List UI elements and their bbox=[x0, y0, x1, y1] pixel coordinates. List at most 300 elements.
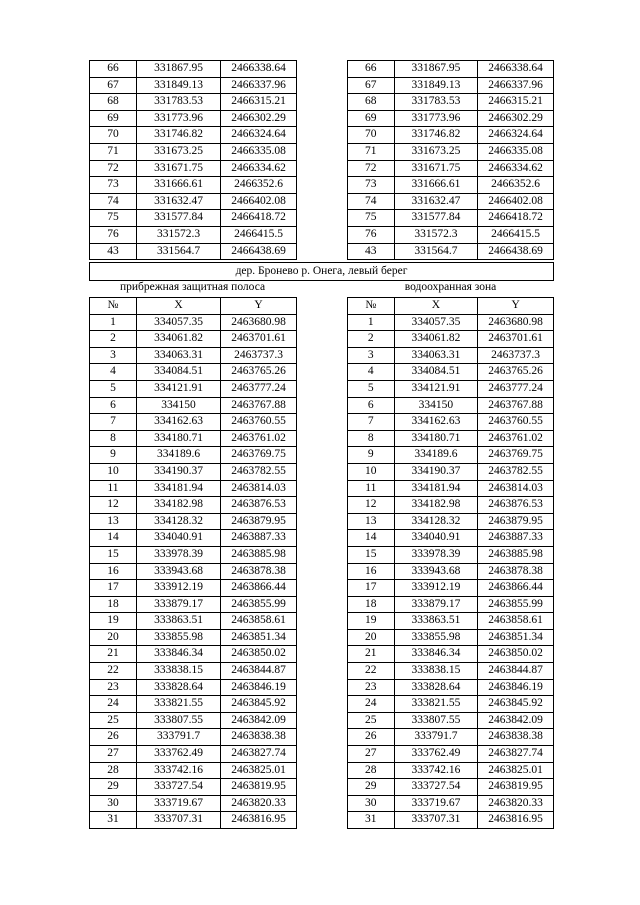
x-coordinate: 333846.34 bbox=[137, 646, 221, 663]
x-coordinate: 333821.55 bbox=[137, 696, 221, 713]
x-coordinate: 331666.61 bbox=[394, 177, 478, 194]
header-x: X bbox=[137, 298, 221, 315]
point-number: 70 bbox=[348, 127, 395, 144]
table-row bbox=[348, 712, 554, 729]
x-coordinate: 333855.98 bbox=[394, 629, 478, 646]
y-coordinate: 2463844.87 bbox=[221, 663, 297, 680]
point-number: 73 bbox=[348, 177, 395, 194]
x-coordinate: 333719.67 bbox=[137, 795, 221, 812]
table-row bbox=[348, 530, 554, 547]
point-number: 74 bbox=[348, 193, 395, 210]
y-coordinate: 2463879.95 bbox=[478, 513, 554, 530]
y-coordinate: 2463845.92 bbox=[478, 696, 554, 713]
y-coordinate: 2463765.26 bbox=[478, 364, 554, 381]
table-row bbox=[90, 193, 297, 210]
x-coordinate: 334128.32 bbox=[137, 513, 221, 530]
y-coordinate: 2463814.03 bbox=[221, 480, 297, 497]
x-coordinate: 333727.54 bbox=[137, 779, 221, 796]
x-coordinate: 333863.51 bbox=[394, 613, 478, 630]
header-row bbox=[90, 298, 297, 315]
point-number: 30 bbox=[348, 795, 395, 812]
y-coordinate: 2463844.87 bbox=[478, 663, 554, 680]
y-coordinate: 2463825.01 bbox=[478, 762, 554, 779]
x-coordinate: 334150 bbox=[137, 397, 221, 414]
point-number: 13 bbox=[90, 513, 137, 530]
x-coordinate: 334063.31 bbox=[394, 347, 478, 364]
table-row bbox=[348, 513, 554, 530]
y-coordinate: 2463767.88 bbox=[221, 397, 297, 414]
point-number: 1 bbox=[348, 314, 395, 331]
y-coordinate: 2466352.6 bbox=[221, 177, 297, 194]
table-row bbox=[348, 61, 554, 78]
y-coordinate: 2466324.64 bbox=[478, 127, 554, 144]
y-coordinate: 2463845.92 bbox=[221, 696, 297, 713]
x-coordinate: 334061.82 bbox=[137, 331, 221, 348]
point-number: 1 bbox=[90, 314, 137, 331]
table-row bbox=[348, 160, 554, 177]
x-coordinate: 334121.91 bbox=[394, 380, 478, 397]
point-number: 20 bbox=[348, 629, 395, 646]
x-coordinate: 333807.55 bbox=[137, 712, 221, 729]
y-coordinate: 2463701.61 bbox=[478, 331, 554, 348]
y-coordinate: 2463851.34 bbox=[478, 629, 554, 646]
point-number: 22 bbox=[348, 663, 395, 680]
point-number: 75 bbox=[348, 210, 395, 227]
table-row bbox=[90, 513, 297, 530]
point-number: 19 bbox=[348, 613, 395, 630]
y-coordinate: 2466338.64 bbox=[221, 61, 297, 78]
x-coordinate: 334057.35 bbox=[137, 314, 221, 331]
point-number: 19 bbox=[90, 613, 137, 630]
y-coordinate: 2463855.99 bbox=[478, 596, 554, 613]
table-row bbox=[90, 596, 297, 613]
x-coordinate: 333838.15 bbox=[394, 663, 478, 680]
x-coordinate: 334190.37 bbox=[137, 463, 221, 480]
point-number: 72 bbox=[348, 160, 395, 177]
table-row bbox=[348, 613, 554, 630]
point-number: 43 bbox=[90, 243, 137, 260]
point-number: 20 bbox=[90, 629, 137, 646]
y-coordinate: 2463819.95 bbox=[478, 779, 554, 796]
table-row bbox=[348, 463, 554, 480]
table-row bbox=[90, 94, 297, 111]
table-row bbox=[348, 226, 554, 243]
table-row bbox=[348, 414, 554, 431]
point-number: 31 bbox=[348, 812, 395, 829]
y-coordinate: 2463680.98 bbox=[221, 314, 297, 331]
y-coordinate: 2463838.38 bbox=[478, 729, 554, 746]
table-row bbox=[348, 546, 554, 563]
table-row bbox=[90, 397, 297, 414]
table-row bbox=[348, 563, 554, 580]
y-coordinate: 2463760.55 bbox=[478, 414, 554, 431]
table-row bbox=[90, 480, 297, 497]
table-row bbox=[90, 364, 297, 381]
point-number: 7 bbox=[348, 414, 395, 431]
point-number: 4 bbox=[90, 364, 137, 381]
y-coordinate: 2463761.02 bbox=[221, 430, 297, 447]
point-number: 72 bbox=[90, 160, 137, 177]
table-row bbox=[348, 795, 554, 812]
table-row bbox=[348, 447, 554, 464]
point-number: 31 bbox=[90, 812, 137, 829]
x-coordinate: 331849.13 bbox=[137, 77, 221, 94]
table-row bbox=[90, 746, 297, 763]
x-coordinate: 333762.49 bbox=[137, 746, 221, 763]
x-coordinate: 334063.31 bbox=[137, 347, 221, 364]
table-row bbox=[348, 331, 554, 348]
table-row bbox=[90, 497, 297, 514]
point-number: 8 bbox=[90, 430, 137, 447]
point-number: 2 bbox=[90, 331, 137, 348]
point-number: 5 bbox=[348, 380, 395, 397]
point-number: 23 bbox=[90, 679, 137, 696]
x-coordinate: 334190.37 bbox=[394, 463, 478, 480]
table-row bbox=[90, 530, 297, 547]
x-coordinate: 334189.6 bbox=[394, 447, 478, 464]
y-coordinate: 2463827.74 bbox=[221, 746, 297, 763]
y-coordinate: 2466335.08 bbox=[478, 143, 554, 160]
x-coordinate: 334180.71 bbox=[394, 430, 478, 447]
x-coordinate: 333821.55 bbox=[394, 696, 478, 713]
point-number: 2 bbox=[348, 331, 395, 348]
x-coordinate: 331671.75 bbox=[137, 160, 221, 177]
point-number: 71 bbox=[90, 143, 137, 160]
y-coordinate: 2463701.61 bbox=[221, 331, 297, 348]
point-number: 68 bbox=[348, 94, 395, 111]
table-row bbox=[90, 812, 297, 829]
table-row bbox=[348, 779, 554, 796]
y-coordinate: 2463858.61 bbox=[478, 613, 554, 630]
y-coordinate: 2463858.61 bbox=[221, 613, 297, 630]
x-coordinate: 333807.55 bbox=[394, 712, 478, 729]
point-number: 27 bbox=[348, 746, 395, 763]
x-coordinate: 331632.47 bbox=[394, 193, 478, 210]
right-coordinates-table bbox=[347, 297, 554, 829]
x-coordinate: 333879.17 bbox=[137, 596, 221, 613]
y-coordinate: 2463846.19 bbox=[478, 679, 554, 696]
x-coordinate: 331746.82 bbox=[137, 127, 221, 144]
x-coordinate: 334162.63 bbox=[394, 414, 478, 431]
table-row bbox=[90, 779, 297, 796]
y-coordinate: 2463767.88 bbox=[478, 397, 554, 414]
point-number: 30 bbox=[90, 795, 137, 812]
point-number: 3 bbox=[348, 347, 395, 364]
table-row bbox=[90, 143, 297, 160]
table-row bbox=[348, 110, 554, 127]
x-coordinate: 331572.3 bbox=[394, 226, 478, 243]
point-number: 29 bbox=[348, 779, 395, 796]
point-number: 29 bbox=[90, 779, 137, 796]
point-number: 14 bbox=[90, 530, 137, 547]
y-coordinate: 2463850.02 bbox=[478, 646, 554, 663]
x-coordinate: 333742.16 bbox=[137, 762, 221, 779]
point-number: 3 bbox=[90, 347, 137, 364]
table-row bbox=[90, 160, 297, 177]
y-coordinate: 2463816.95 bbox=[221, 812, 297, 829]
point-number: 6 bbox=[90, 397, 137, 414]
x-coordinate: 333863.51 bbox=[137, 613, 221, 630]
table-row bbox=[90, 414, 297, 431]
table-row bbox=[90, 430, 297, 447]
table-row bbox=[90, 629, 297, 646]
table-row bbox=[348, 314, 554, 331]
point-number: 28 bbox=[348, 762, 395, 779]
y-coordinate: 2463855.99 bbox=[221, 596, 297, 613]
point-number: 67 bbox=[90, 77, 137, 94]
x-coordinate: 331577.84 bbox=[394, 210, 478, 227]
point-number: 16 bbox=[348, 563, 395, 580]
table-row bbox=[348, 143, 554, 160]
point-number: 66 bbox=[90, 61, 137, 78]
table-row bbox=[90, 226, 297, 243]
point-number: 23 bbox=[348, 679, 395, 696]
point-number: 5 bbox=[90, 380, 137, 397]
y-coordinate: 2466315.21 bbox=[221, 94, 297, 111]
table-row bbox=[90, 795, 297, 812]
table-row bbox=[90, 380, 297, 397]
x-coordinate: 331773.96 bbox=[394, 110, 478, 127]
table-row bbox=[348, 243, 554, 260]
y-coordinate: 2463887.33 bbox=[221, 530, 297, 547]
point-number: 71 bbox=[348, 143, 395, 160]
x-coordinate: 334181.94 bbox=[137, 480, 221, 497]
table-row bbox=[348, 347, 554, 364]
header-y: Y bbox=[221, 298, 297, 315]
header-x: X bbox=[394, 298, 478, 315]
x-coordinate: 333912.19 bbox=[137, 580, 221, 597]
x-coordinate: 334182.98 bbox=[137, 497, 221, 514]
x-coordinate: 333727.54 bbox=[394, 779, 478, 796]
top-right-coordinates-table bbox=[347, 60, 554, 260]
y-coordinate: 2463814.03 bbox=[478, 480, 554, 497]
x-coordinate: 334150 bbox=[394, 397, 478, 414]
point-number: 17 bbox=[348, 580, 395, 597]
y-coordinate: 2463887.33 bbox=[478, 530, 554, 547]
x-coordinate: 334040.91 bbox=[137, 530, 221, 547]
y-coordinate: 2463820.33 bbox=[221, 795, 297, 812]
y-coordinate: 2463820.33 bbox=[478, 795, 554, 812]
point-number: 15 bbox=[90, 546, 137, 563]
header-number: № bbox=[348, 298, 395, 315]
x-coordinate: 331783.53 bbox=[394, 94, 478, 111]
x-coordinate: 334061.82 bbox=[394, 331, 478, 348]
point-number: 24 bbox=[348, 696, 395, 713]
table-row bbox=[90, 762, 297, 779]
x-coordinate: 331746.82 bbox=[394, 127, 478, 144]
x-coordinate: 333719.67 bbox=[394, 795, 478, 812]
y-coordinate: 2466418.72 bbox=[478, 210, 554, 227]
point-number: 21 bbox=[90, 646, 137, 663]
point-number: 27 bbox=[90, 746, 137, 763]
header-row bbox=[348, 298, 554, 315]
table-row bbox=[348, 663, 554, 680]
table-row bbox=[90, 613, 297, 630]
table-row bbox=[348, 210, 554, 227]
y-coordinate: 2463879.95 bbox=[221, 513, 297, 530]
y-coordinate: 2463825.01 bbox=[221, 762, 297, 779]
x-coordinate: 331564.7 bbox=[137, 243, 221, 260]
point-number: 69 bbox=[90, 110, 137, 127]
point-number: 74 bbox=[90, 193, 137, 210]
table-row bbox=[90, 447, 297, 464]
x-coordinate: 331867.95 bbox=[394, 61, 478, 78]
point-number: 43 bbox=[348, 243, 395, 260]
point-number: 68 bbox=[90, 94, 137, 111]
y-coordinate: 2463876.53 bbox=[478, 497, 554, 514]
table-row bbox=[90, 243, 297, 260]
y-coordinate: 2463777.24 bbox=[221, 380, 297, 397]
point-number: 15 bbox=[348, 546, 395, 563]
table-row bbox=[90, 127, 297, 144]
y-coordinate: 2463827.74 bbox=[478, 746, 554, 763]
table-row bbox=[90, 177, 297, 194]
x-coordinate: 333912.19 bbox=[394, 580, 478, 597]
y-coordinate: 2466402.08 bbox=[221, 193, 297, 210]
x-coordinate: 331577.84 bbox=[137, 210, 221, 227]
point-number: 9 bbox=[348, 447, 395, 464]
x-coordinate: 331572.3 bbox=[137, 226, 221, 243]
table-row bbox=[348, 762, 554, 779]
x-coordinate: 331632.47 bbox=[137, 193, 221, 210]
point-number: 75 bbox=[90, 210, 137, 227]
table-row bbox=[348, 127, 554, 144]
point-number: 4 bbox=[348, 364, 395, 381]
y-coordinate: 2463782.55 bbox=[478, 463, 554, 480]
table-row bbox=[90, 679, 297, 696]
point-number: 10 bbox=[348, 463, 395, 480]
section-title: дер. Бронево р. Онега, левый берег bbox=[89, 262, 554, 281]
x-coordinate: 334182.98 bbox=[394, 497, 478, 514]
x-coordinate: 333828.64 bbox=[137, 679, 221, 696]
point-number: 73 bbox=[90, 177, 137, 194]
point-number: 25 bbox=[348, 712, 395, 729]
x-coordinate: 334121.91 bbox=[137, 380, 221, 397]
y-coordinate: 2466415.5 bbox=[221, 226, 297, 243]
table-row bbox=[348, 580, 554, 597]
y-coordinate: 2463851.34 bbox=[221, 629, 297, 646]
table-row bbox=[348, 629, 554, 646]
x-coordinate: 331849.13 bbox=[394, 77, 478, 94]
table-row bbox=[90, 646, 297, 663]
x-coordinate: 334162.63 bbox=[137, 414, 221, 431]
table-row bbox=[348, 812, 554, 829]
y-coordinate: 2466418.72 bbox=[221, 210, 297, 227]
x-coordinate: 331867.95 bbox=[137, 61, 221, 78]
x-coordinate: 334040.91 bbox=[394, 530, 478, 547]
y-coordinate: 2463760.55 bbox=[221, 414, 297, 431]
x-coordinate: 333791.7 bbox=[394, 729, 478, 746]
y-coordinate: 2463765.26 bbox=[221, 364, 297, 381]
table-row bbox=[90, 580, 297, 597]
y-coordinate: 2466334.62 bbox=[478, 160, 554, 177]
table-row bbox=[348, 679, 554, 696]
y-coordinate: 2463782.55 bbox=[221, 463, 297, 480]
x-coordinate: 333791.7 bbox=[137, 729, 221, 746]
y-coordinate: 2466324.64 bbox=[221, 127, 297, 144]
x-coordinate: 331564.7 bbox=[394, 243, 478, 260]
x-coordinate: 333846.34 bbox=[394, 646, 478, 663]
x-coordinate: 331673.25 bbox=[394, 143, 478, 160]
point-number: 69 bbox=[348, 110, 395, 127]
y-coordinate: 2466415.5 bbox=[478, 226, 554, 243]
y-coordinate: 2463680.98 bbox=[478, 314, 554, 331]
x-coordinate: 331773.96 bbox=[137, 110, 221, 127]
x-coordinate: 333879.17 bbox=[394, 596, 478, 613]
x-coordinate: 331666.61 bbox=[137, 177, 221, 194]
header-y: Y bbox=[478, 298, 554, 315]
x-coordinate: 333828.64 bbox=[394, 679, 478, 696]
x-coordinate: 334057.35 bbox=[394, 314, 478, 331]
y-coordinate: 2466337.96 bbox=[221, 77, 297, 94]
table-row bbox=[348, 430, 554, 447]
y-coordinate: 2463850.02 bbox=[221, 646, 297, 663]
point-number: 28 bbox=[90, 762, 137, 779]
table-row bbox=[90, 314, 297, 331]
y-coordinate: 2463846.19 bbox=[221, 679, 297, 696]
x-coordinate: 334084.51 bbox=[137, 364, 221, 381]
point-number: 17 bbox=[90, 580, 137, 597]
y-coordinate: 2463761.02 bbox=[478, 430, 554, 447]
table-row bbox=[90, 696, 297, 713]
point-number: 16 bbox=[90, 563, 137, 580]
y-coordinate: 2463842.09 bbox=[221, 712, 297, 729]
point-number: 11 bbox=[348, 480, 395, 497]
y-coordinate: 2463816.95 bbox=[478, 812, 554, 829]
point-number: 67 bbox=[348, 77, 395, 94]
table-row bbox=[90, 563, 297, 580]
y-coordinate: 2463878.38 bbox=[478, 563, 554, 580]
table-row bbox=[90, 347, 297, 364]
point-number: 21 bbox=[348, 646, 395, 663]
table-row bbox=[90, 331, 297, 348]
y-coordinate: 2463885.98 bbox=[221, 546, 297, 563]
y-coordinate: 2463769.75 bbox=[478, 447, 554, 464]
y-coordinate: 2466334.62 bbox=[221, 160, 297, 177]
table-row bbox=[90, 729, 297, 746]
table-row bbox=[348, 696, 554, 713]
point-number: 26 bbox=[90, 729, 137, 746]
point-number: 24 bbox=[90, 696, 137, 713]
y-coordinate: 2466352.6 bbox=[478, 177, 554, 194]
point-number: 9 bbox=[90, 447, 137, 464]
left-caption: прибрежная защитная полоса bbox=[119, 281, 266, 293]
y-coordinate: 2466335.08 bbox=[221, 143, 297, 160]
y-coordinate: 2466338.64 bbox=[478, 61, 554, 78]
point-number: 14 bbox=[348, 530, 395, 547]
y-coordinate: 2463885.98 bbox=[478, 546, 554, 563]
right-caption: водоохранная зона bbox=[404, 281, 497, 293]
x-coordinate: 331671.75 bbox=[394, 160, 478, 177]
point-number: 18 bbox=[348, 596, 395, 613]
table-row bbox=[348, 480, 554, 497]
x-coordinate: 333943.68 bbox=[137, 563, 221, 580]
x-coordinate: 334128.32 bbox=[394, 513, 478, 530]
x-coordinate: 333762.49 bbox=[394, 746, 478, 763]
table-row bbox=[348, 746, 554, 763]
table-row bbox=[90, 663, 297, 680]
header-number: № bbox=[90, 298, 137, 315]
table-row bbox=[348, 193, 554, 210]
point-number: 22 bbox=[90, 663, 137, 680]
point-number: 25 bbox=[90, 712, 137, 729]
y-coordinate: 2463838.38 bbox=[221, 729, 297, 746]
point-number: 10 bbox=[90, 463, 137, 480]
y-coordinate: 2463819.95 bbox=[221, 779, 297, 796]
y-coordinate: 2463878.38 bbox=[221, 563, 297, 580]
left-coordinates-table bbox=[89, 297, 297, 829]
table-row bbox=[348, 380, 554, 397]
